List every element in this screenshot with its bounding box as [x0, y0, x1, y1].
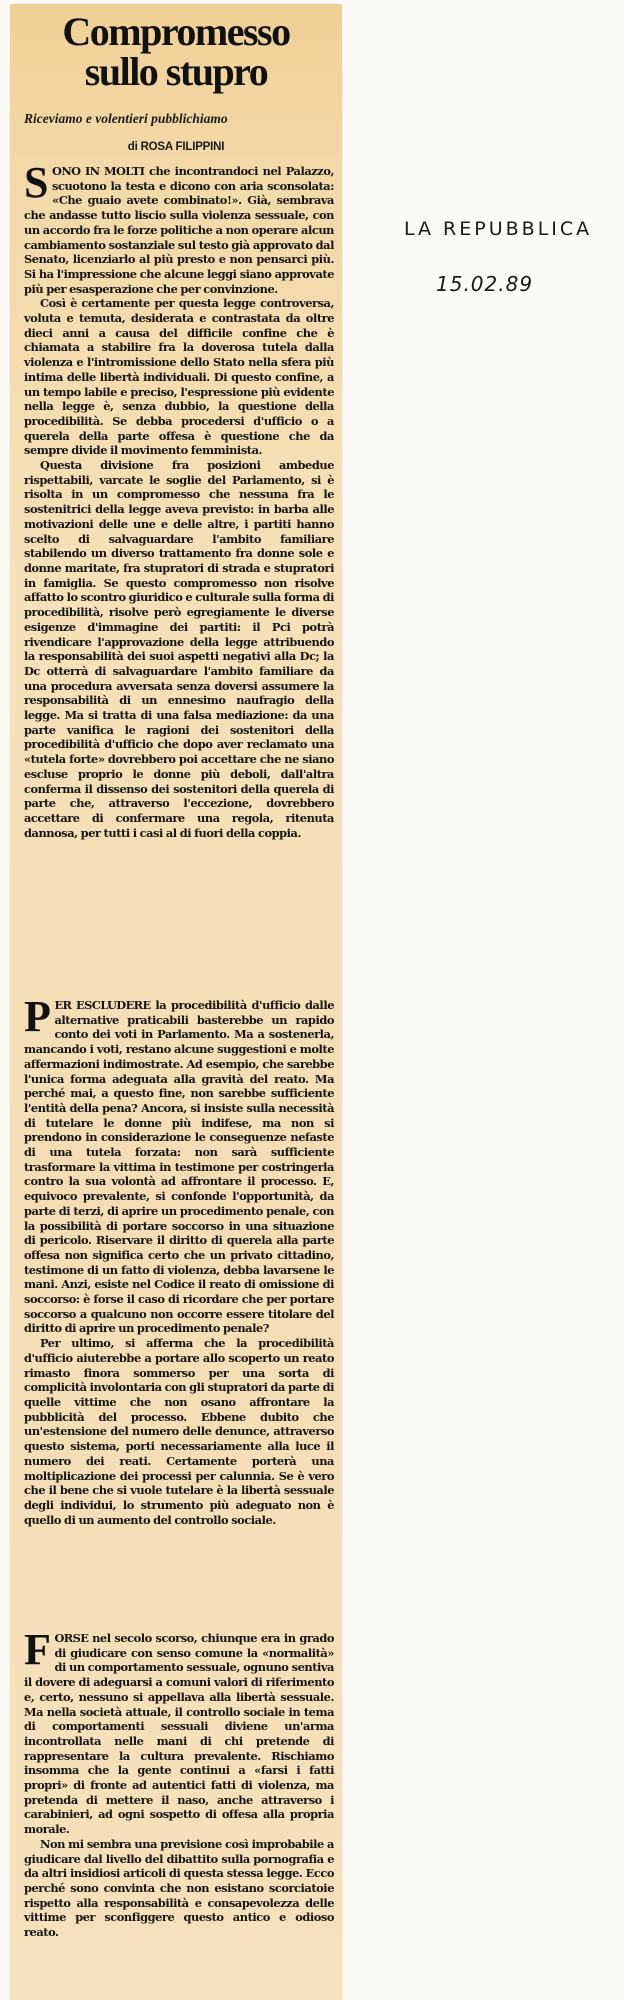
headline-line-1: Compromesso	[62, 9, 290, 54]
dropcap: F	[24, 1625, 51, 1674]
dropcap: S	[24, 158, 49, 207]
article-section-3	[24, 1625, 334, 1940]
lead-caps: ORSE	[54, 1631, 89, 1645]
byline: di ROSA FILIPPINI	[127, 141, 225, 153]
article-section-2	[24, 992, 334, 1527]
handwritten-source-note: LA REPUBBLICA	[404, 218, 593, 240]
paragraph: PER ESCLUDERE la procedibilità d'ufficio dalle alternative praticabili basterebbe un rapido conto dei voti in Parlamento. Ma a sostenerla, mancando i voti, restano alcune suggestioni e molte affermazioni indimostrate. Ad esempio, che sarebbe l'unica forma adeguata alla gravità del reato. Ma perché mai, a questo fine, non sarebbe sufficiente l'entità della pena? Ancora, si insiste sulla necessità di tutelare le donne più indifese, ma non si prendono in considerazione le conseguenze nefaste di una tutela forzata: non sarà sufficiente trasformare la vittima in testimone per costringerla contro la sua volontà ad affrontare il processo. E, equivoco prevalente, si confonde l'opportunità, da parte di terzi, di aprire un procedimento penale, con la possibilità di portare soccorso in una situazione di pericolo. Riservare il diritto di querela alla parte offesa non significa certo che un privato cittadino, testimone di un fatto di violenza, debba lavarsene le mani. Anzi, esiste nel Codice il reato di omissione di soccorso: è forse il caso di ricordare che per portare soccorso a qualcuno non occorre essere titolare del diritto di aprire un procedimento penale?	[24, 992, 334, 1336]
paragraph: Per ultimo, si afferma che la procedibilità d'ufficio aiuterebbe a portare allo scoperto un reato rimasto finora sommerso per una sorta di complicità involontaria con gli stupratori da parte di quelle vittime che non osano affrontare la pubblicità del processo. Ebbene dubito che un'estensione del numero delle denunce, attraverso questo sistema, porti necessariamente alla luce il numero dei reati. Certamente porterà una moltiplicazione dei processi per calunnia. Se è vero che il bene che si vuole tutelare è la libertà sessuale degli individui, lo strumento più adeguato non è quello di un aumento del controllo sociale.	[24, 1336, 334, 1527]
paragraph: Così è certamente per questa legge controversa, voluta e temuta, desiderata e contrastata da oltre dieci anni a causa del difficile confine che è chiamata a stabilire fra la doverosa tutela dalla violenza e l'intromissione dello Stato nella sfera più intima delle libertà individuali. Di questo confine, a un tempo labile e preciso, l'espressione più evidente nella legge è, senza dubbio, la questione della procedibilità. Se debba procedersi d'ufficio o a querela della parte offesa è questione che da sempre divide il movimento femminista.	[24, 296, 334, 458]
headline-line-2: sullo stupro	[84, 49, 268, 94]
dropcap: P	[24, 992, 51, 1041]
newspaper-clipping	[10, 4, 342, 2000]
paragraph: Questa divisione fra posizioni ambedue rispettabili, varcate le soglie del Parlamento, si è risolta in un compromesso che nessuna fra le sostenitrici della legge aveva previsto: in barba alle motivazioni delle une e delle altre, i partiti hanno scelto di salvaguardare l'ambito familiare stabilendo un diverso trattamento fra donne sole e donne maritate, fra stupratori di strada e stupratori in famiglia. Se questo compromesso non risolve affatto lo scontro giuridico e culturale sulla forma di procedibilità, risolve però egregiamente le diverse esigenze d'immagine dei partiti: il Pci potrà rivendicare l'approvazione della legge attribuendo la responsabilità dei suoi aspetti negativi alla Dc; la Dc otterrà di salvaguardare l'ambito familiare da una procedura avversata senza doversi assumere la responsabilità di un ennesimo naufragio della legge. Ma si tratta di una falsa mediazione: da una parte vanifica le ragioni dei sostenitori della procedibilità d'ufficio che dopo aver reclamato una «tutela forte» dovrebbero poi accettare che ne siano escluse proprio le donne più deboli, dall'altra conferma il dissenso dei sostenitori della querela di parte che, attraverso l'eccezione, dovrebbero accettare di confermare una regola, ritenuta dannosa, per tutti i casi al di fuori della coppia.	[24, 458, 334, 840]
headline	[10, 9, 342, 94]
lead-caps: ONO IN MOLTI	[52, 164, 145, 178]
handwritten-date-note: 15.02.89	[436, 272, 534, 296]
subhead: Riceviamo e volentieri pubblichiamo	[24, 111, 228, 126]
article-section-1	[24, 158, 334, 840]
paragraph: FORSE nel secolo scorso, chiunque era in grado di giudicare con senso comune la «normalità» di un comportamento sessuale, ognuno sentiva il dovere di adeguarsi a comuni valori di riferimento e, certo, nessuno si appellava alla libertà sessuale. Ma nella società attuale, il controllo sociale in tema di comportamenti sessuali diviene un'arma incontrollata nelle mani di chi pretende di rappresentare la cultura prevalente. Rischiamo insomma che la gente continui a «farsi i fatti propri» di fronte ad autentici fatti di violenza, ma pretenda di mettere il naso, anche attraverso i carabinieri, ad ogni sospetto di offesa alla propria morale.	[24, 1625, 334, 1837]
paragraph: Non mi sembra una previsione così improbabile a giudicare dal livello del dibattito sulla pornografia e da altri insidiosi articoli di questa stessa legge. Ecco perché sono convinta che non esistano scorciatoie rispetto alla responsabilità e consapevolezza delle vittime per sconfiggere questo antico e odioso reato.	[24, 1836, 334, 1940]
lead-caps: ER ESCLUDERE	[54, 998, 151, 1012]
paragraph: SONO IN MOLTI che incontrandoci nel Palazzo, scuotono la testa e dicono con aria sconsolata: «Che guaio avete combinato!». Già, sembrava che andasse tutto liscio sulla violenza sessuale, con un accordo fra le forze politiche a non operare alcun cambiamento sostanziale sul testo già approvato dal Senato, licenziarlo al più presto e non pensarci più. Si ha l'impressione che alcune leggi siano approvate più per esasperazione che per convinzione.	[24, 158, 334, 296]
